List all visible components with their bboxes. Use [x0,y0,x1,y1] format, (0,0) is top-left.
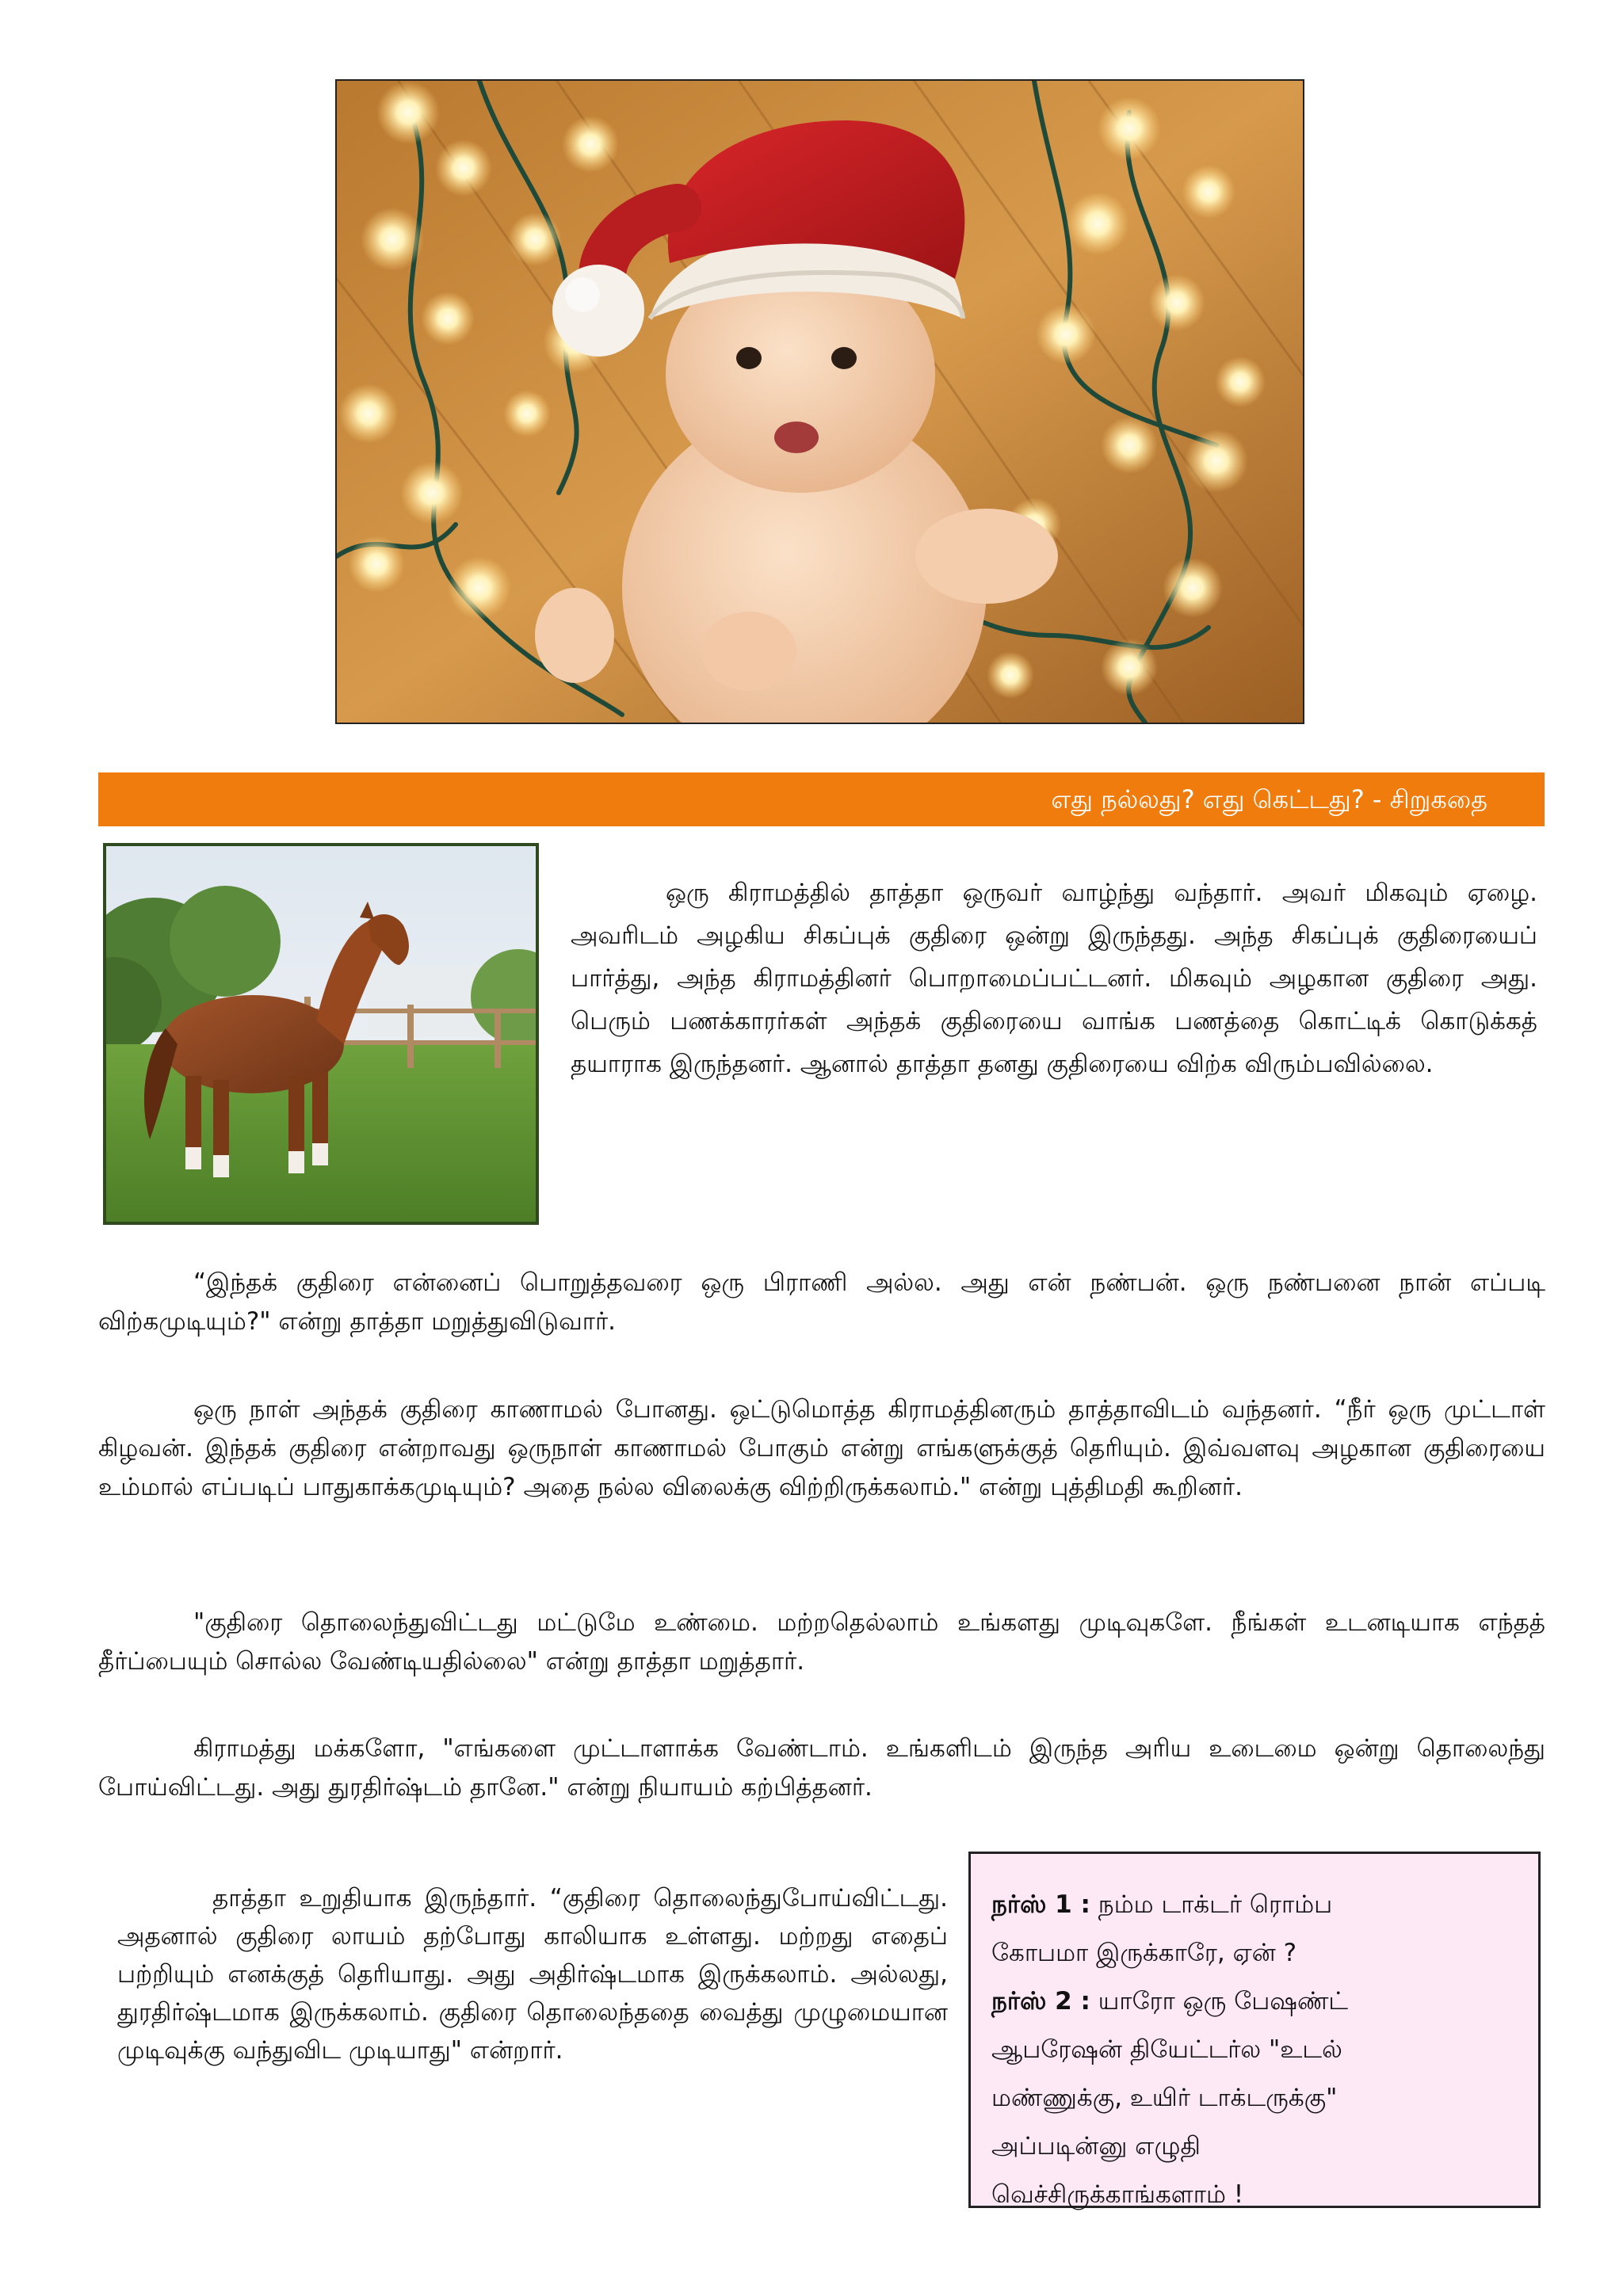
story-paragraph-5-text: கிராமத்து மக்களோ, "எங்களை முட்டாளாக்க வேண்டாம். உங்களிடம் இருந்த அரிய உடைமை ஒன்று தொலைந்து போய்விட்டது. அது துரதிர்ஷ்டம் தானே." என்று நியாயம் கற்பித்தனர். [98,1734,1545,1802]
joke-line-1 [991,1881,1518,1929]
joke-speaker-2: நர்ஸ் 2 : [991,1987,1090,2016]
horse-photo [103,843,539,1225]
joke-line-2: கோபமா இருக்காரே, ஏன் ? [991,1939,1297,1967]
story-paragraph-1 [571,871,1537,1085]
story-paragraph-3 [98,1390,1545,1507]
joke-text: நம்ம டாக்டர் ரொம்ப [1090,1890,1333,1919]
baby-santa-illustration [337,81,1303,723]
story-paragraph-3-text: ஒரு நாள் அந்தக் குதிரை காணாமல் போனது. ஒட்டுமொத்த கிராமத்தினரும் தாத்தாவிடம் வந்தனர். “நீர் ஒரு முட்டாள் கிழவன். இந்தக் குதிரை என்றாவது ஒருநாள் காணாமல் போகும் என்று எங்களுக்குத் தெரியும். இவ்வளவு அழகான குதிரையை உம்மால் எப்படிப் பாதுகாக்கமுடியும்? அதை நல்ல விலைக்கு விற்றிருக்கலாம்." என்று புத்திமதி கூறினர். [98,1395,1545,1501]
story-paragraph-6-text: தாத்தா உறுதியாக இருந்தார். “குதிரை தொலைந்துபோய்விட்டது. அதனால் குதிரை லாயம் தற்போது காலியாக உள்ளது. மற்றது எதைப் பற்றியும் எனக்குத் தெரியாது. அது அதிர்ஷ்டமாக இருக்கலாம். அல்லது, துரதிர்ஷ்டமாக இருக்கலாம். குதிரை தொலைந்ததை வைத்து முழுமையான முடிவுக்கு வந்துவிட முடியாது" என்றார். [117,1884,948,2065]
story-paragraph-2-text: “இந்தக் குதிரை என்னைப் பொறுத்தவரை ஒரு பிராணி அல்ல. அது என் நண்பன். ஒரு நண்பனை நான் எப்படி விற்கமுடியும்?" என்று தாத்தா மறுத்துவிடுவார். [98,1268,1545,1336]
joke-box [968,1852,1541,2208]
story-paragraph-1-text: ஒரு கிராமத்தில் தாத்தா ஒருவர் வாழ்ந்து வந்தார். அவர் மிகவும் ஏழை. அவரிடம் அழகிய சிகப்புக் குதிரை ஒன்று இருந்தது. அந்த சிகப்புக் குதிரையைப் பார்த்து, அந்த கிராமத்தினர் பொறாமைப்பட்டனர். மிகவும் அழகான குதிரை அது. பெரும் பணக்காரர்கள் அந்தக் குதிரையை வாங்க பணத்தை கொட்டிக் கொடுக்கத் தயாராக இருந்தனர். ஆனால் தாத்தா தனது குதிரையை விற்க விரும்பவில்லை. [571,879,1537,1078]
hero-photo-baby-santa-hat [335,79,1304,724]
joke-line-3 [991,1978,1518,2026]
story-paragraph-6 [117,1879,948,2069]
story-title-bar [98,772,1545,826]
story-paragraph-2 [98,1264,1545,1341]
story-title: எது நல்லது? எது கெட்டது? - சிறுகதை [1051,784,1487,814]
joke-line-7: வெச்சிருக்காங்களாம் ! [991,2180,1244,2209]
joke-speaker-1: நர்ஸ் 1 : [991,1890,1090,1919]
story-paragraph-5 [98,1730,1545,1807]
joke-line-5: மண்ணுக்கு, உயிர் டாக்டருக்கு" [991,2084,1338,2112]
joke-text: யாரோ ஒரு பேஷண்ட் [1090,1987,1349,2016]
joke-line-4: ஆபரேஷன் தியேட்டர்ல "உடல் [991,2035,1342,2064]
joke-line-6: அப்படின்னு எழுதி [991,2132,1201,2161]
story-paragraph-4-text: "குதிரை தொலைந்துவிட்டது மட்டுமே உண்மை. மற்றதெல்லாம் உங்களது முடிவுகளே. நீங்கள் உடனடியாக எந்தத் தீர்ப்பையும் சொல்ல வேண்டியதில்லை" என்று தாத்தா மறுத்தார். [98,1608,1545,1676]
horse-illustration [106,846,536,1222]
story-paragraph-4 [98,1604,1545,1681]
